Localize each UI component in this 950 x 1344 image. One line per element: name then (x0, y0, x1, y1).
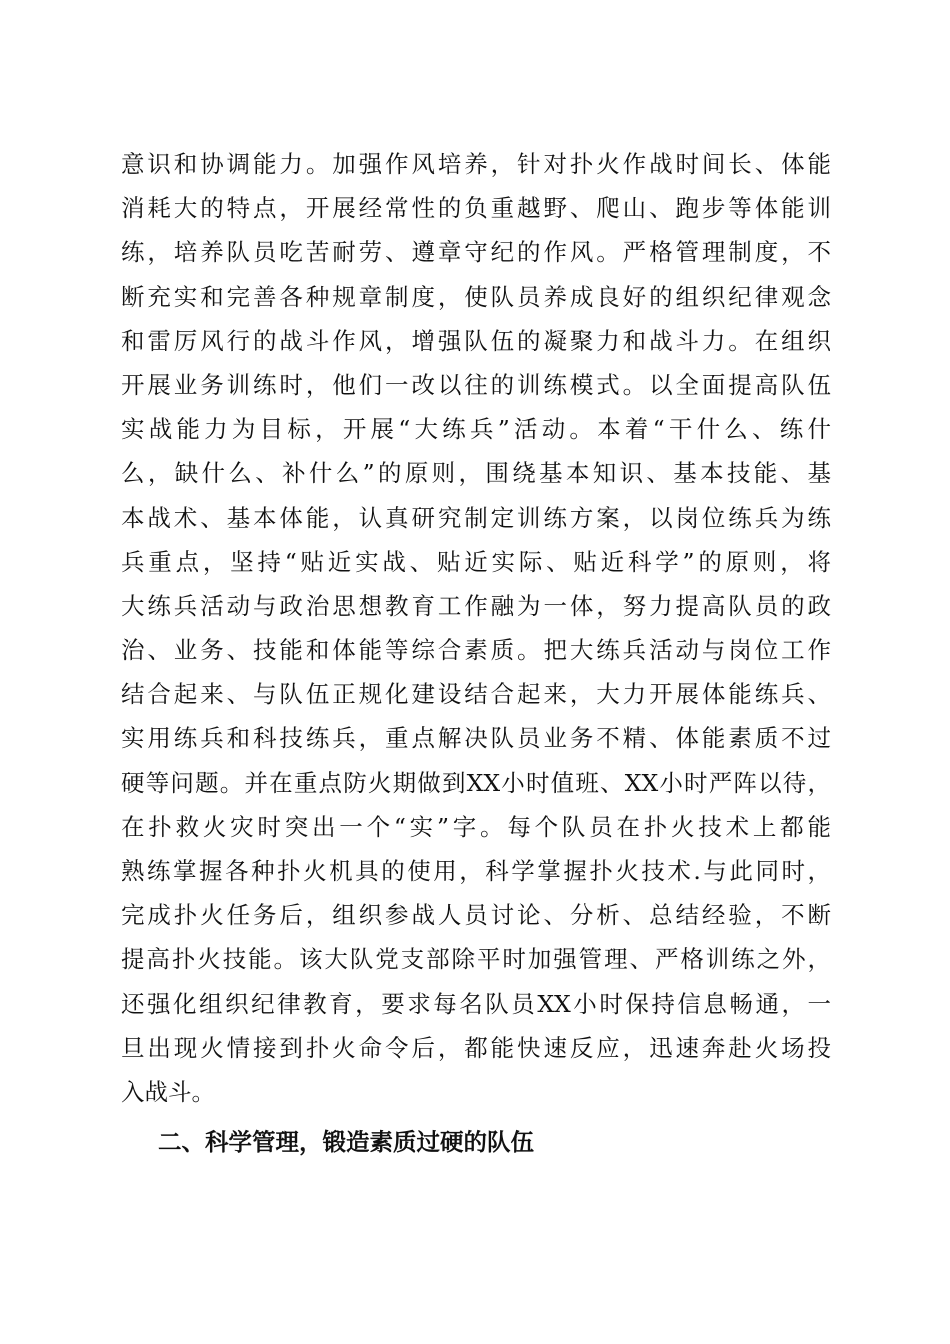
text-line: 完成扑火任务后，组织参战人员讨论、分析、总结经验，不断 (121, 901, 831, 930)
text-line: 提高扑火技能。该大队党支部除平时加强管理、严格训练之外， (121, 945, 831, 974)
text-line: 在扑救火灾时突出一个“实”字。每个队员在扑火技术上都能 (121, 812, 831, 841)
text-line: 断充实和完善各种规章制度，使队员养成良好的组织纪律观念 (121, 282, 831, 311)
text-line: 硬等问题。并在重点防火期做到XX小时值班、XX小时严阵以待， (121, 768, 831, 797)
text-line: 本战术、基本体能，认真研究制定训练方案，以岗位练兵为练 (121, 503, 831, 532)
text-line: 消耗大的特点，开展经常性的负重越野、爬山、跑步等体能训 (121, 194, 831, 223)
text-line: 练，培养队员吃苦耐劳、遵章守纪的作风。严格管理制度，不 (121, 238, 831, 267)
text-line: 开展业务训练时，他们一改以往的训练模式。以全面提高队伍 (121, 370, 831, 399)
text-line: 么，缺什么、补什么”的原则，围绕基本知识、基本技能、基 (121, 459, 831, 488)
text-line: 治、业务、技能和体能等综合素质。把大练兵活动与岗位工作 (121, 636, 831, 665)
text-line: 兵重点，坚持“贴近实战、贴近实际、贴近科学”的原则，将 (121, 547, 831, 576)
text-line: 大练兵活动与政治思想教育工作融为一体，努力提高队员的政 (121, 591, 831, 620)
text-line: 实用练兵和科技练兵，重点解决队员业务不精、体能素质不过 (121, 724, 831, 753)
text-line: 旦出现火情接到扑火命令后，都能快速反应，迅速奔赴火场投 (121, 1033, 831, 1062)
section-heading: 二、科学管理，锻造素质过硬的队伍 (158, 1128, 534, 1156)
text-line: 意识和协调能力。加强作风培养，针对扑火作战时间长、体能 (121, 150, 831, 178)
text-line: 结合起来、与队伍正规化建设结合起来，大力开展体能练兵、 (121, 680, 831, 709)
text-line: 还强化组织纪律教育，要求每名队员XX小时保持信息畅通，一 (121, 989, 831, 1018)
body-paragraph (121, 142, 831, 1114)
text-line: 实战能力为目标，开展“大练兵”活动。本着“干什么、练什 (121, 415, 831, 444)
text-line: 入战斗。 (121, 1077, 215, 1106)
text-line: 熟练掌握各种扑火机具的使用，科学掌握扑火技术.与此同时， (121, 857, 831, 885)
text-line: 和雷厉风行的战斗作风，增强队伍的凝聚力和战斗力。在组织 (121, 326, 831, 355)
